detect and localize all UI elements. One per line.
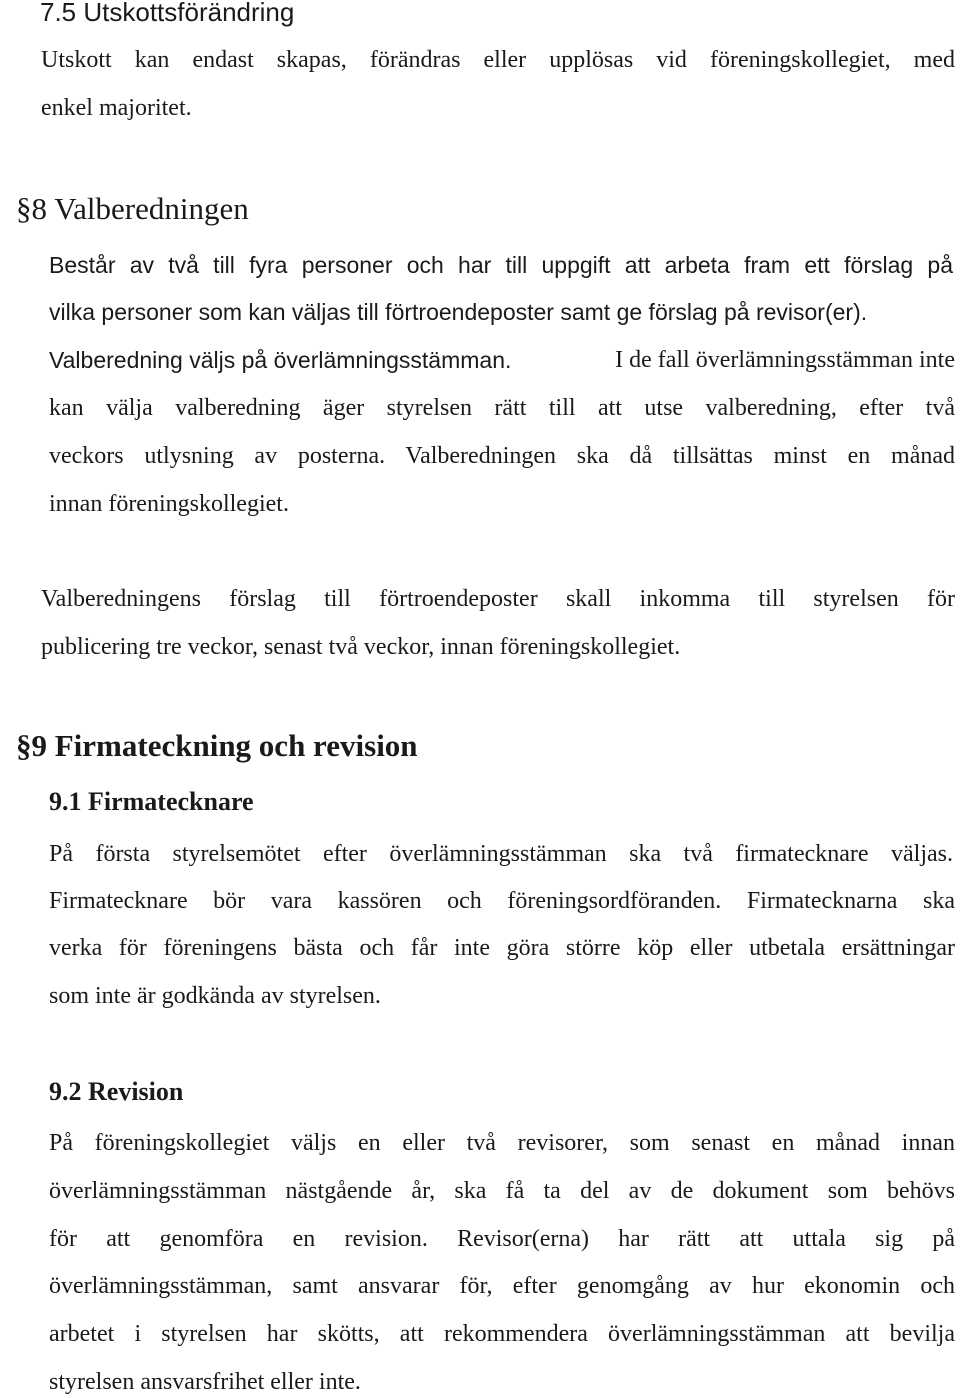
section-9-2-heading: 9.2 Revision (49, 1077, 184, 1106)
section-9-2-line: styrelsen ansvarsfrihet eller inte. (49, 1369, 361, 1395)
section-9-1-line: som inte är godkända av styrelsen. (49, 983, 381, 1009)
section-9-1-line: Firmatecknare bör vara kassören och föreningsordföranden. Firmatecknarna ska (49, 888, 955, 914)
section-8-line: Består av två till fyra personer och har till uppgift att arbeta fram ett förslag på (49, 252, 953, 278)
section-8-line: publicering tre veckor, senast två veckor, innan föreningskollegiet. (41, 634, 681, 660)
section-9-heading: §9 Firmateckning och revision (16, 728, 418, 763)
section-7-5-line: enkel majoritet. (41, 95, 192, 121)
section-8-line: I de fall överlämningsstämman inte (615, 347, 955, 373)
section-9-2-line: överlämningsstämman nästgående år, ska få ta del av de dokument som behövs (49, 1178, 955, 1204)
section-9-2-line: för att genomföra en revision. Revisor(erna) har rätt att uttala sig på (49, 1226, 955, 1252)
section-9-1-line: verka för föreningens bästa och får inte göra större köp eller utbetala ersättningar (49, 935, 955, 961)
section-8-line: Valberedningens förslag till förtroendeposter skall inkomma till styrelsen för (41, 586, 955, 612)
section-9-1-heading: 9.1 Firmatecknare (49, 787, 254, 816)
section-8-line: Valberedning väljs på överlämningsstämman. (49, 347, 512, 373)
section-9-2-line: överlämningsstämman, samt ansvarar för, efter genomgång av hur ekonomin och (49, 1273, 955, 1299)
section-9-1-line: På första styrelsemötet efter överlämningsstämman ska två firmatecknare väljas. (49, 841, 953, 867)
section-8-line: vilka personer som kan väljas till förtroendeposter samt ge förslag på revisor(er). (49, 299, 868, 325)
section-9-2-line: arbetet i styrelsen har skötts, att rekommendera överlämningsstämman att bevilja (49, 1321, 955, 1347)
section-8-line: veckors utlysning av posterna. Valberedningen ska då tillsättas minst en månad (49, 443, 955, 469)
section-8-line: innan föreningskollegiet. (49, 491, 289, 517)
section-9-2-line: På föreningskollegiet väljs en eller två revisorer, som senast en månad innan (49, 1130, 955, 1156)
section-7-5-heading: 7.5 Utskottsförändring (40, 0, 295, 27)
section-7-5-line: Utskott kan endast skapas, förändras eller upplösas vid föreningskollegiet, med (41, 47, 955, 73)
section-8-line: kan välja valberedning äger styrelsen rätt till att utse valberedning, efter två (49, 395, 955, 421)
section-8-heading: §8 Valberedningen (16, 191, 249, 226)
